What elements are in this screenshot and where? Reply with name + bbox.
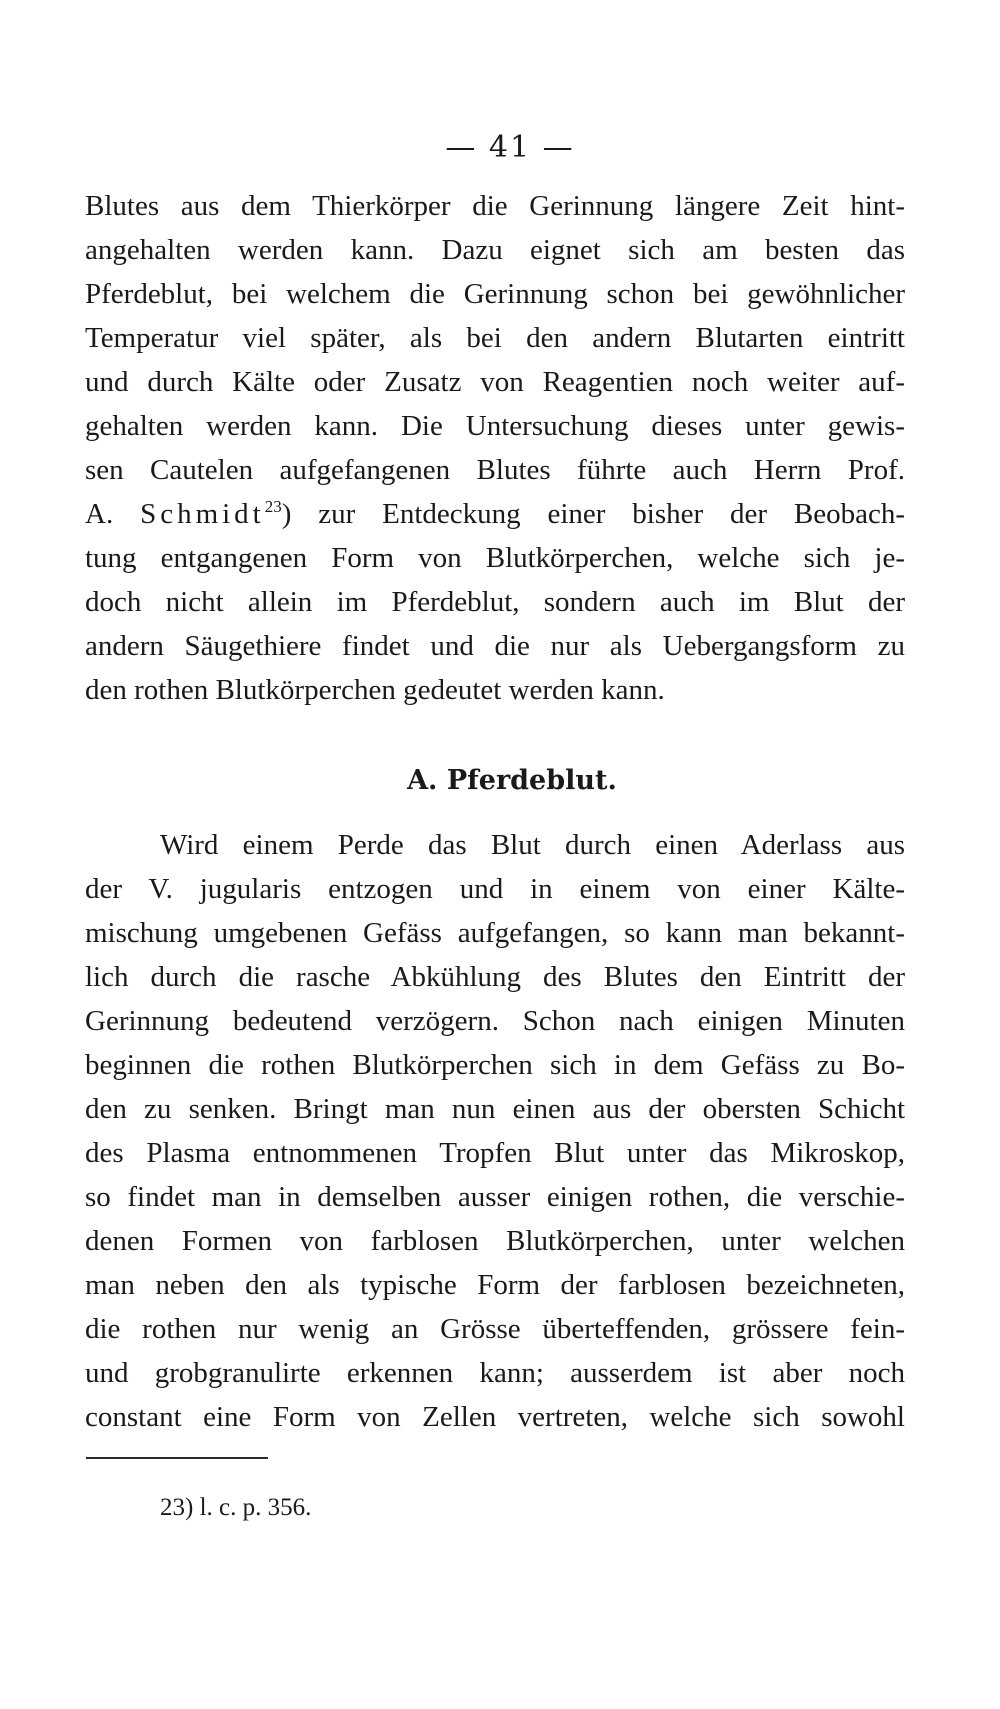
text-line: man neben den als typische Form der farblosen bezeichneten, [85,1269,905,1301]
text-line: doch nicht allein im Pferdeblut, sondern auch im Blut der [85,586,905,618]
text-line: des Plasma entnommenen Tropfen Blut unter das Mikroskop, [85,1137,905,1169]
text-line: so findet man in demselben ausser einigen rothen, die verschie- [85,1181,905,1213]
text-line: die rothen nur wenig an Grösse überteffenden, grössere fein- [85,1313,905,1345]
text-line: Gerinnung bedeutend verzögern. Schon nach einigen Minuten [85,1005,905,1037]
initial: A. [85,498,114,530]
text-line: gehalten werden kann. Die Untersuchung dieses unter gewis- [85,410,905,442]
text-fragment: ) zur Entdeckung einer bisher der Beobach- [281,498,905,530]
paragraph-1 [85,184,905,712]
text-line: Blutes aus dem Thierkörper die Gerinnung längere Zeit hint- [85,190,905,222]
author-name: Schmidt [140,498,265,530]
text-line: tung entgangenen Form von Blutkörperchen, welche sich je- [85,542,905,574]
text-line: denen Formen von farblosen Blutkörperchen, unter welchen [85,1225,905,1257]
text-line: den zu senken. Bringt man nun einen aus der obersten Schicht [85,1093,905,1125]
text-line: der V. jugularis entzogen und in einem von einer Kälte- [85,873,905,905]
text-line: angehalten werden kann. Dazu eignet sich am besten das [85,234,905,266]
text-line: und durch Kälte oder Zusatz von Reagentien noch weiter auf- [85,366,905,398]
page-number: — 41 — [445,130,575,165]
text-line: mischung umgebenen Gefäss aufgefangen, so kann man bekannt- [85,917,905,949]
footnote: 23) l. c. p. 356. [160,1494,312,1521]
text-line: Temperatur viel später, als bei den andern Blutarten eintritt [85,322,905,354]
text-line: beginnen die rothen Blutkörperchen sich in dem Gefäss zu Bo- [85,1049,905,1081]
section-heading: A. Pferdeblut. [407,765,617,796]
footnote-ref[interactable]: 23 [264,497,282,516]
text-line: und grobgranulirte erkennen kann; ausserdem ist aber noch [85,1357,905,1389]
text-line: sen Cautelen aufgefangenen Blutes führte auch Herrn Prof. [85,454,905,486]
text-line: Pferdeblut, bei welchem die Gerinnung schon bei gewöhnlicher [85,278,905,310]
text-line: lich durch die rasche Abkühlung des Blutes den Eintritt der [85,961,905,993]
text-line: Wird einem Perde das Blut durch einen Aderlass aus [160,829,905,861]
footnote-divider [86,1457,268,1459]
text-line: constant eine Form von Zellen vertreten, welche sich sowohl [85,1401,905,1433]
text-line: den rothen Blutkörperchen gedeutet werden kann. [85,674,665,706]
text-line-schmidt [85,492,905,536]
text-line: andern Säugethiere findet und die nur als Uebergangsform zu [85,630,905,662]
paragraph-2 [85,823,905,1439]
